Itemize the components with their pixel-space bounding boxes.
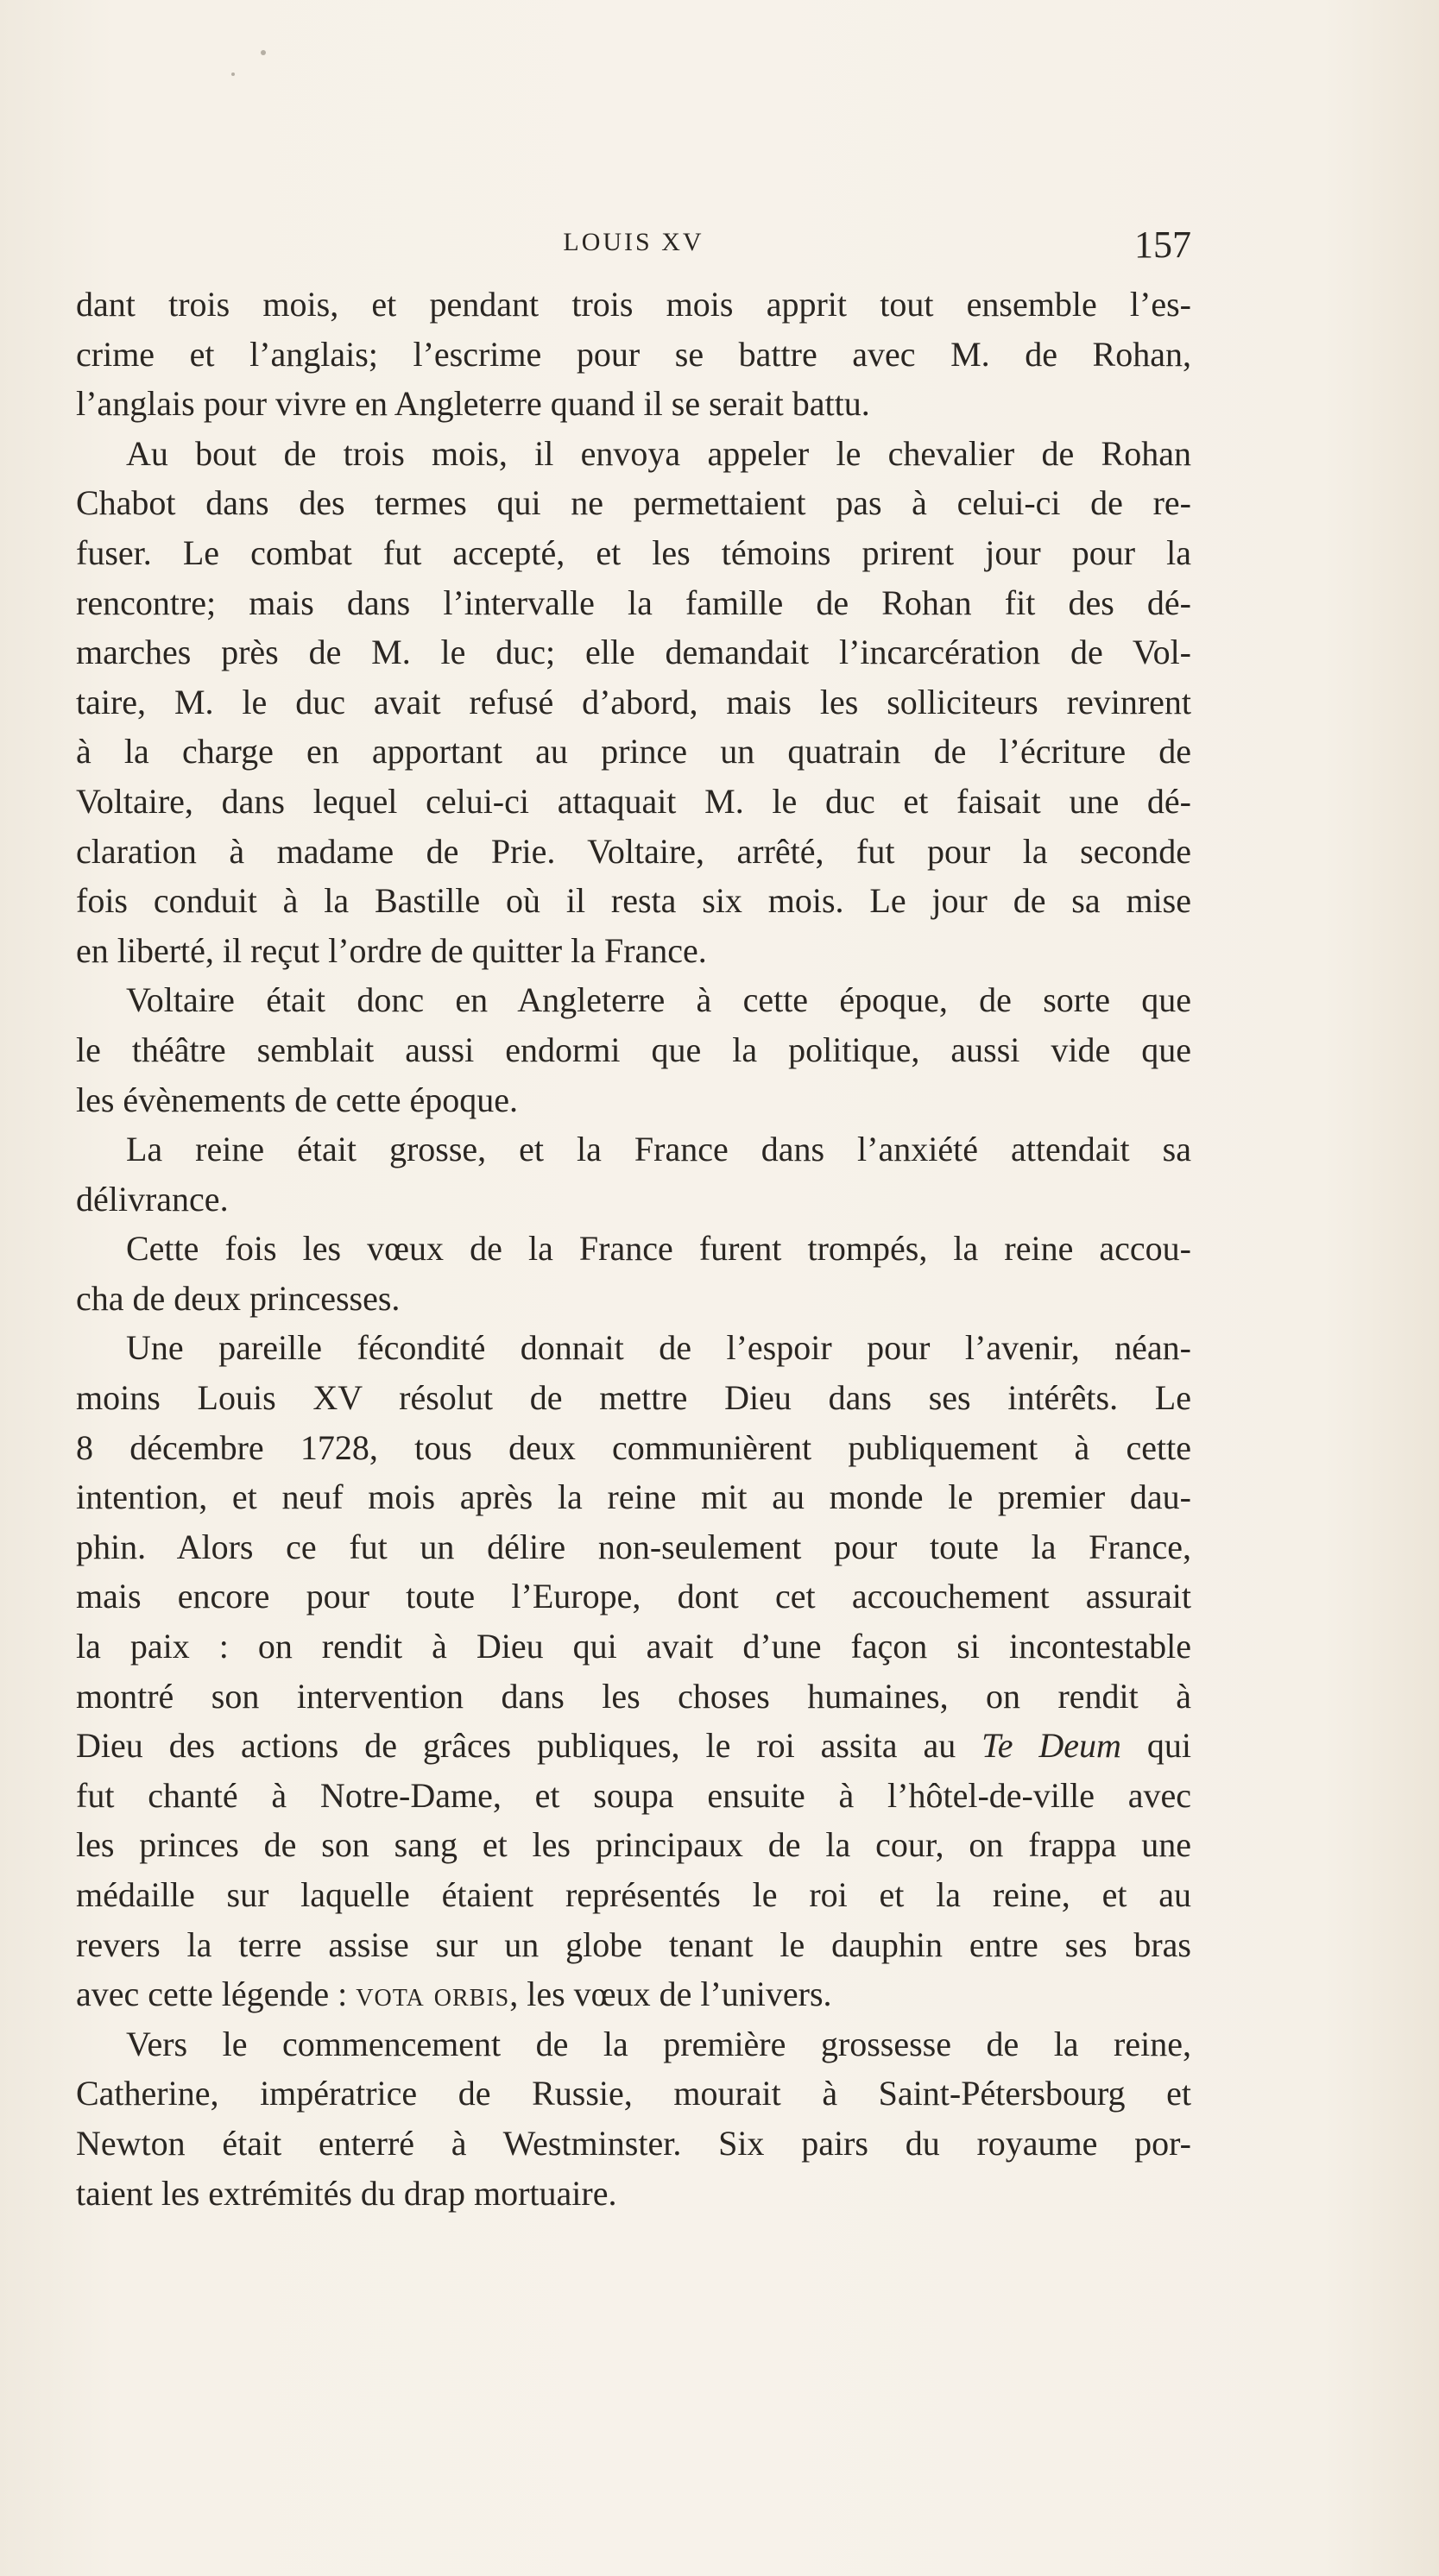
text-line: en liberté, il reçut l’ordre de quitter la France.	[76, 930, 707, 970]
text-line: délivrance.	[76, 1179, 229, 1219]
text-line: les princes de son sang et les principaux de la cour, on frappa une	[76, 1825, 1191, 1865]
text-line: fuser. Le combat fut accepté, et les témoins prirent jour pour la	[76, 532, 1191, 572]
body-text	[76, 280, 1191, 2218]
text-line: montré son intervention dans les choses humaines, on rendit à	[76, 1676, 1191, 1716]
text-line: Catherine, impératrice de Russie, mourait à Saint-Pétersbourg et	[76, 2074, 1191, 2113]
text-line-te-deum	[76, 1721, 1191, 1771]
text-line: fut chanté à Notre-Dame, et soupa ensuite à l’hôtel-de-ville avec	[76, 1775, 1191, 1815]
text-line: fois conduit à la Bastille où il resta six mois. Le jour de sa mise	[76, 881, 1191, 921]
page-number: 157	[1134, 224, 1191, 266]
text-line: 8 décembre 1728, tous deux communièrent publiquement à cette	[76, 1427, 1191, 1467]
text-segment: avec cette légende :	[76, 1975, 357, 2014]
text-line: Vers le commencement de la première grossesse de la reine,	[126, 2024, 1191, 2063]
text-line: taient les extrémités du drap mortuaire.	[76, 2173, 617, 2213]
text-segment: , les vœux de l’univers.	[509, 1975, 832, 2014]
text-line: crime et l’anglais; l’escrime pour se battre avec M. de Rohan,	[76, 334, 1191, 374]
text-line: La reine était grosse, et la France dans l’anxiété attendait sa	[126, 1130, 1191, 1169]
text-line: cha de deux princesses.	[76, 1278, 401, 1318]
text-line: l’anglais pour vivre en Angleterre quand il se serait battu.	[76, 384, 870, 424]
text-line: Voltaire, dans lequel celui-ci attaquait M. le duc et faisait une dé-	[76, 781, 1191, 821]
text-line: intention, et neuf mois après la reine mit au monde le premier dau-	[76, 1477, 1191, 1517]
text-line: marches près de M. le duc; elle demandait l’incarcération de Vol-	[76, 633, 1191, 672]
text-line: Newton était enterré à Westminster. Six pairs du royaume por-	[76, 2123, 1191, 2163]
text-line: moins Louis XV résolut de mettre Dieu dans ses intérêts. Le	[76, 1378, 1191, 1418]
text-line: rencontre; mais dans l’intervalle la famille de Rohan fit des dé-	[76, 583, 1191, 622]
paper-speck	[231, 72, 235, 76]
text-line: claration à madame de Prie. Voltaire, arrêté, fut pour la seconde	[76, 831, 1191, 871]
text-line: revers la terre assise sur un globe tenant le dauphin entre ses bras	[76, 1924, 1191, 1964]
text-line: Chabot dans des termes qui ne permettaient pas à celui-ci de re-	[76, 483, 1191, 523]
italic-text: Te Deum	[981, 1726, 1121, 1766]
page-header	[76, 223, 1191, 274]
text-line: Une pareille fécondité donnait de l’espoir pour l’avenir, néan-	[126, 1328, 1191, 1368]
text-line: dant trois mois, et pendant trois mois apprit tout ensemble l’es-	[76, 285, 1191, 324]
running-title: LOUIS XV	[563, 228, 704, 256]
text-line-legend	[76, 1969, 1191, 2019]
text-line: la paix : on rendit à Dieu qui avait d’une façon si incontestable	[76, 1627, 1191, 1666]
smallcaps-text: vota orbis	[356, 1975, 510, 2014]
text-line: le théâtre semblait aussi endormi que la politique, aussi vide que	[76, 1030, 1191, 1069]
text-line: Voltaire était donc en Angleterre à cette époque, de sorte que	[126, 980, 1191, 1020]
text-line: à la charge en apportant au prince un quatrain de l’écriture de	[76, 732, 1191, 772]
text-line: mais encore pour toute l’Europe, dont cet accouchement assurait	[76, 1577, 1191, 1616]
text-line: Au bout de trois mois, il envoya appeler le chevalier de Rohan	[126, 433, 1191, 473]
text-line: taire, M. le duc avait refusé d’abord, mais les solliciteurs revinrent	[76, 682, 1191, 721]
paper-speck	[261, 50, 266, 55]
text-segment: Dieu des actions de grâces publiques, le roi assita au	[76, 1726, 982, 1766]
text-line: Cette fois les vœux de la France furent trompés, la reine accou-	[126, 1229, 1191, 1269]
text-line: phin. Alors ce fut un délire non-seulement pour toute la France,	[76, 1527, 1191, 1566]
text-segment: qui	[1120, 1726, 1191, 1766]
text-line: les évènements de cette époque.	[76, 1080, 518, 1119]
text-line: médaille sur laquelle étaient représentés le roi et la reine, et au	[76, 1875, 1191, 1914]
